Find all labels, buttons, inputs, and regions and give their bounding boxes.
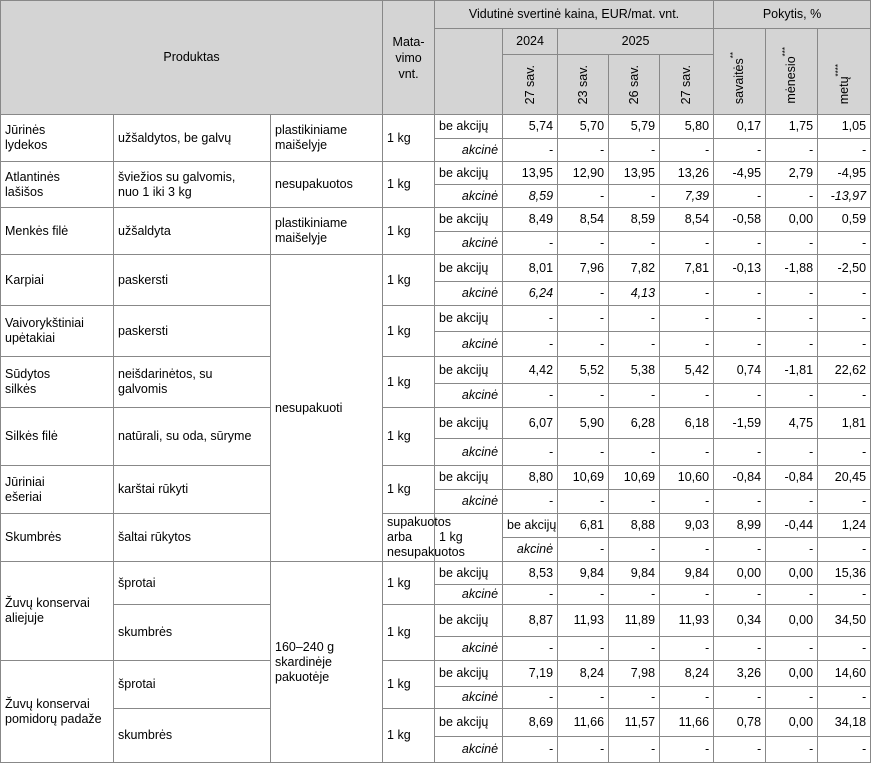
price-cell: 8,59	[609, 208, 660, 232]
price-cell: 6,18	[660, 408, 714, 439]
price-type-regular: be akcijų	[435, 661, 503, 687]
promo-price-cell: -	[818, 737, 871, 763]
price-type-promo: akcinė	[435, 185, 503, 208]
product-name: Karpiai	[1, 255, 114, 306]
table-row	[1, 115, 871, 139]
price-cell: -1,59	[714, 408, 766, 439]
price-cell: -	[714, 306, 766, 332]
table-row	[1, 661, 871, 687]
table-row	[1, 408, 871, 439]
promo-price-cell: -	[558, 232, 609, 255]
price-cell: 5,42	[660, 357, 714, 384]
product-packaging: 160–240 g skardinėje pakuotėje	[271, 562, 383, 763]
price-type-promo: akcinė	[435, 687, 503, 709]
table-row	[1, 208, 871, 232]
price-cell: -0,13	[714, 255, 766, 282]
promo-price-cell: -	[714, 637, 766, 661]
promo-price-cell: -13,97	[818, 185, 871, 208]
price-cell: -0,84	[766, 466, 818, 490]
header-year-2024: 2024	[503, 29, 558, 55]
header-change-month: mėnesio***	[766, 29, 818, 115]
promo-price-cell: -	[714, 490, 766, 514]
promo-price-cell: -	[818, 585, 871, 605]
table-row	[1, 255, 871, 282]
price-cell: 11,93	[660, 605, 714, 637]
promo-price-cell: -	[558, 637, 609, 661]
price-cell: 9,84	[660, 562, 714, 585]
price-cell: 6,07	[503, 408, 558, 439]
price-type-promo: akcinė	[503, 538, 558, 562]
price-cell: -	[660, 306, 714, 332]
price-cell: 0,34	[714, 605, 766, 637]
price-cell: 0,00	[766, 562, 818, 585]
promo-price-cell: -	[503, 585, 558, 605]
product-name: Jūriniai ešeriai	[1, 466, 114, 514]
product-packaging: nesupakuoti	[271, 255, 383, 562]
price-cell: 13,95	[503, 162, 558, 185]
price-cell: 6,81	[558, 514, 609, 538]
product-name: Skumbrės	[1, 514, 114, 562]
price-cell: 0,00	[766, 661, 818, 687]
price-cell: 8,99	[714, 514, 766, 538]
promo-price-cell: -	[558, 332, 609, 357]
product-description: skumbrės	[114, 605, 271, 661]
promo-price-cell: -	[609, 637, 660, 661]
price-type-regular: be akcijų	[435, 162, 503, 185]
unit-value: 1 kg	[383, 115, 435, 162]
promo-price-cell: -	[558, 538, 609, 562]
promo-price-cell: -	[766, 232, 818, 255]
product-packaging: nesupakuotos	[271, 162, 383, 208]
price-type-promo: akcinė	[435, 232, 503, 255]
price-cell: 11,93	[558, 605, 609, 637]
promo-price-cell: -	[503, 384, 558, 408]
price-cell: 11,57	[609, 709, 660, 737]
promo-price-cell: -	[714, 538, 766, 562]
price-cell: 1,24	[818, 514, 871, 538]
price-cell: 5,52	[558, 357, 609, 384]
product-name: Silkės filė	[1, 408, 114, 466]
promo-price-cell: -	[766, 282, 818, 306]
promo-price-cell: -	[766, 585, 818, 605]
promo-price-cell: -	[609, 687, 660, 709]
price-cell: 10,69	[558, 466, 609, 490]
header-week: 26 sav.	[609, 55, 660, 115]
header-change-year: metų****	[818, 29, 871, 115]
promo-price-cell: -	[503, 737, 558, 763]
price-cell: 10,60	[660, 466, 714, 490]
price-type-promo: akcinė	[435, 384, 503, 408]
price-cell: 5,80	[660, 115, 714, 139]
promo-price-cell: -	[558, 490, 609, 514]
header-price-group: Vidutinė svertinė kaina, EUR/mat. vnt.	[435, 1, 714, 29]
promo-price-cell: 4,13	[609, 282, 660, 306]
promo-price-cell: -	[660, 139, 714, 162]
price-cell: 8,80	[503, 466, 558, 490]
unit-value: 1 kg	[383, 408, 435, 466]
promo-price-cell: -	[660, 232, 714, 255]
unit-value: 1 kg	[383, 709, 435, 763]
promo-price-cell: -	[660, 439, 714, 466]
price-cell: 8,24	[558, 661, 609, 687]
promo-price-cell: -	[714, 232, 766, 255]
promo-price-cell: -	[503, 637, 558, 661]
promo-price-cell: -	[766, 185, 818, 208]
promo-price-cell: -	[714, 737, 766, 763]
unit-value: 1 kg	[383, 162, 435, 208]
promo-price-cell: -	[609, 332, 660, 357]
header-change-week: savaitės**	[714, 29, 766, 115]
promo-price-cell: -	[558, 439, 609, 466]
product-name: Žuvų konservai aliejuje	[1, 562, 114, 661]
promo-price-cell: -	[660, 384, 714, 408]
table-row	[1, 709, 871, 737]
price-type-regular: be akcijų	[503, 514, 558, 538]
price-type-regular: be akcijų	[435, 562, 503, 585]
promo-price-cell: -	[660, 737, 714, 763]
promo-price-cell: -	[503, 687, 558, 709]
product-packaging: plastikiniame maišelyje	[271, 208, 383, 255]
price-cell: 2,79	[766, 162, 818, 185]
promo-price-cell: -	[609, 538, 660, 562]
header-change-group: Pokytis, %	[714, 1, 871, 29]
price-type-regular: be akcijų	[435, 408, 503, 439]
promo-price-cell: -	[503, 139, 558, 162]
unit-value: 1 kg	[383, 605, 435, 661]
price-type-regular: be akcijų	[435, 306, 503, 332]
promo-price-cell: -	[766, 737, 818, 763]
promo-price-cell: -	[558, 384, 609, 408]
price-cell: 11,89	[609, 605, 660, 637]
price-cell: 34,18	[818, 709, 871, 737]
product-description: šprotai	[114, 562, 271, 605]
product-description: užšaldytos, be galvų	[114, 115, 271, 162]
price-cell: -	[503, 306, 558, 332]
price-cell: 9,84	[558, 562, 609, 585]
price-cell: 13,26	[660, 162, 714, 185]
price-cell: 7,81	[660, 255, 714, 282]
price-type-promo: akcinė	[435, 282, 503, 306]
price-cell: 0,00	[714, 562, 766, 585]
promo-price-cell: 7,39	[660, 185, 714, 208]
price-cell: 0,00	[766, 208, 818, 232]
promo-price-cell: -	[660, 490, 714, 514]
promo-price-cell: -	[818, 139, 871, 162]
price-cell: 3,26	[714, 661, 766, 687]
promo-price-cell: -	[714, 687, 766, 709]
unit-value: 1 kg	[383, 661, 435, 709]
price-type-regular: be akcijų	[435, 709, 503, 737]
table-row	[1, 306, 871, 332]
promo-price-cell: -	[714, 185, 766, 208]
price-cell: -	[766, 306, 818, 332]
price-cell: 8,69	[503, 709, 558, 737]
price-type-promo: akcinė	[435, 737, 503, 763]
price-cell: -2,50	[818, 255, 871, 282]
promo-price-cell: -	[660, 585, 714, 605]
unit-value: 1 kg	[383, 466, 435, 514]
price-cell: 7,98	[609, 661, 660, 687]
promo-price-cell: -	[766, 332, 818, 357]
promo-price-cell: -	[558, 737, 609, 763]
price-cell: -0,58	[714, 208, 766, 232]
promo-price-cell: -	[609, 384, 660, 408]
price-cell: -4,95	[714, 162, 766, 185]
price-cell: -0,84	[714, 466, 766, 490]
table-row	[1, 357, 871, 384]
promo-price-cell: -	[503, 490, 558, 514]
price-type-regular: be akcijų	[435, 115, 503, 139]
product-packaging: supakuotos arba nesupakuotos	[383, 514, 435, 562]
promo-price-cell: -	[609, 439, 660, 466]
price-type-promo: akcinė	[435, 490, 503, 514]
product-description: neišdarinėtos, su galvomis	[114, 357, 271, 408]
header-unit: Mata- vimo vnt.	[383, 1, 435, 115]
price-cell: 20,45	[818, 466, 871, 490]
price-cell: 14,60	[818, 661, 871, 687]
table-row	[1, 605, 871, 637]
price-cell: 0,00	[766, 709, 818, 737]
price-cell: 5,70	[558, 115, 609, 139]
price-type-regular: be akcijų	[435, 255, 503, 282]
promo-price-cell: -	[609, 139, 660, 162]
promo-price-cell: -	[660, 332, 714, 357]
promo-price-cell: -	[660, 687, 714, 709]
header-week: 27 sav.	[503, 55, 558, 115]
price-cell: -1,81	[766, 357, 818, 384]
promo-price-cell: -	[818, 687, 871, 709]
price-cell: 0,78	[714, 709, 766, 737]
promo-price-cell: -	[818, 637, 871, 661]
promo-price-cell: -	[660, 282, 714, 306]
product-description: šviežios su galvomis, nuo 1 iki 3 kg	[114, 162, 271, 208]
unit-value: 1 kg	[383, 306, 435, 357]
promo-price-cell: -	[609, 185, 660, 208]
header-week: 27 sav.	[660, 55, 714, 115]
product-description: paskersti	[114, 255, 271, 306]
promo-price-cell: -	[609, 490, 660, 514]
header-type-blank	[435, 29, 503, 115]
promo-price-cell: -	[558, 185, 609, 208]
product-description: natūrali, su oda, sūryme	[114, 408, 271, 466]
price-cell: 22,62	[818, 357, 871, 384]
product-name: Atlantinės lašišos	[1, 162, 114, 208]
promo-price-cell: -	[766, 139, 818, 162]
unit-value: 1 kg	[383, 255, 435, 306]
table-row	[1, 466, 871, 490]
price-cell: 11,66	[558, 709, 609, 737]
price-cell: 4,75	[766, 408, 818, 439]
price-type-promo: akcinė	[435, 139, 503, 162]
product-description: paskersti	[114, 306, 271, 357]
promo-price-cell: -	[609, 232, 660, 255]
promo-price-cell: -	[818, 282, 871, 306]
table-row	[1, 514, 871, 538]
price-cell: 0,17	[714, 115, 766, 139]
unit-value: 1 kg	[435, 514, 503, 562]
price-cell: 0,59	[818, 208, 871, 232]
price-cell: 9,84	[609, 562, 660, 585]
price-cell: 0,00	[766, 605, 818, 637]
price-cell: 13,95	[609, 162, 660, 185]
promo-price-cell: -	[660, 538, 714, 562]
price-cell: -0,44	[766, 514, 818, 538]
price-type-regular: be akcijų	[435, 466, 503, 490]
price-cell: 5,74	[503, 115, 558, 139]
price-cell: 8,24	[660, 661, 714, 687]
price-cell: 1,81	[818, 408, 871, 439]
product-description: užšaldyta	[114, 208, 271, 255]
product-name: Jūrinės lydekos	[1, 115, 114, 162]
price-cell: -1,88	[766, 255, 818, 282]
table-row	[1, 562, 871, 585]
header-week: 23 sav.	[558, 55, 609, 115]
price-cell: -	[609, 306, 660, 332]
price-cell: 5,38	[609, 357, 660, 384]
promo-price-cell: 8,59	[503, 185, 558, 208]
promo-price-cell: -	[818, 232, 871, 255]
unit-value: 1 kg	[383, 208, 435, 255]
price-cell: 15,36	[818, 562, 871, 585]
price-cell: 8,87	[503, 605, 558, 637]
price-cell: 5,79	[609, 115, 660, 139]
product-description: skumbrės	[114, 709, 271, 763]
promo-price-cell: -	[503, 232, 558, 255]
promo-price-cell: 6,24	[503, 282, 558, 306]
promo-price-cell: -	[714, 439, 766, 466]
promo-price-cell: -	[766, 439, 818, 466]
price-type-regular: be akcijų	[435, 208, 503, 232]
promo-price-cell: -	[818, 332, 871, 357]
price-cell: 7,19	[503, 661, 558, 687]
price-cell: 34,50	[818, 605, 871, 637]
price-cell: 1,05	[818, 115, 871, 139]
product-name: Vaivorykštiniai upėtakiai	[1, 306, 114, 357]
product-description: šaltai rūkytos	[114, 514, 271, 562]
promo-price-cell: -	[714, 139, 766, 162]
price-type-promo: akcinė	[435, 439, 503, 466]
table-row	[1, 162, 871, 185]
header-year-2025: 2025	[558, 29, 714, 55]
price-cell: 6,28	[609, 408, 660, 439]
promo-price-cell: -	[766, 687, 818, 709]
promo-price-cell: -	[609, 585, 660, 605]
unit-value: 1 kg	[383, 357, 435, 408]
product-description: karštai rūkyti	[114, 466, 271, 514]
promo-price-cell: -	[714, 585, 766, 605]
price-cell: -	[558, 306, 609, 332]
promo-price-cell: -	[766, 490, 818, 514]
promo-price-cell: -	[766, 384, 818, 408]
price-cell: 8,53	[503, 562, 558, 585]
price-cell: 7,82	[609, 255, 660, 282]
price-type-regular: be akcijų	[435, 357, 503, 384]
promo-price-cell: -	[766, 637, 818, 661]
promo-price-cell: -	[714, 384, 766, 408]
product-name: Menkės filė	[1, 208, 114, 255]
promo-price-cell: -	[609, 737, 660, 763]
promo-price-cell: -	[558, 585, 609, 605]
price-cell: 11,66	[660, 709, 714, 737]
promo-price-cell: -	[818, 439, 871, 466]
product-name: Sūdytos silkės	[1, 357, 114, 408]
price-cell: 8,01	[503, 255, 558, 282]
promo-price-cell: -	[660, 637, 714, 661]
price-cell: 8,54	[660, 208, 714, 232]
promo-price-cell: -	[503, 332, 558, 357]
promo-price-cell: -	[558, 687, 609, 709]
promo-price-cell: -	[714, 282, 766, 306]
promo-price-cell: -	[818, 538, 871, 562]
promo-price-cell: -	[558, 139, 609, 162]
promo-price-cell: -	[558, 282, 609, 306]
unit-value: 1 kg	[383, 562, 435, 605]
price-type-regular: be akcijų	[435, 605, 503, 637]
promo-price-cell: -	[818, 490, 871, 514]
price-cell: 4,42	[503, 357, 558, 384]
price-cell: 8,88	[609, 514, 660, 538]
price-type-promo: akcinė	[435, 585, 503, 605]
price-cell: 9,03	[660, 514, 714, 538]
price-cell: 12,90	[558, 162, 609, 185]
promo-price-cell: -	[714, 332, 766, 357]
promo-price-cell: -	[503, 439, 558, 466]
product-packaging: plastikiniame maišelyje	[271, 115, 383, 162]
price-type-promo: akcinė	[435, 637, 503, 661]
price-cell: 8,54	[558, 208, 609, 232]
price-cell: 10,69	[609, 466, 660, 490]
price-cell: 0,74	[714, 357, 766, 384]
header-product: Produktas	[1, 1, 383, 115]
product-name: Žuvų konservai pomidorų padaže	[1, 661, 114, 763]
product-description: šprotai	[114, 661, 271, 709]
promo-price-cell: -	[818, 384, 871, 408]
price-cell: -	[818, 306, 871, 332]
price-cell: 1,75	[766, 115, 818, 139]
promo-price-cell: -	[766, 538, 818, 562]
price-cell: 8,49	[503, 208, 558, 232]
price-cell: 7,96	[558, 255, 609, 282]
price-cell: -4,95	[818, 162, 871, 185]
price-cell: 5,90	[558, 408, 609, 439]
price-type-promo: akcinė	[435, 332, 503, 357]
